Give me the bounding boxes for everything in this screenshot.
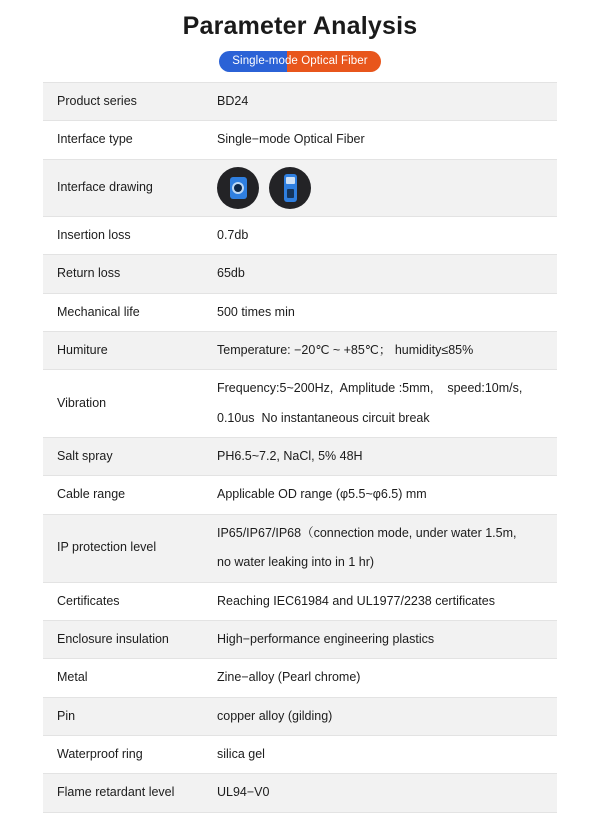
table-row: [43, 736, 557, 774]
row-label: Pin: [43, 697, 203, 735]
row-value: copper alloy (gilding): [203, 697, 557, 735]
badge-row: [0, 51, 600, 72]
row-value: 65db: [203, 255, 557, 293]
row-value: [203, 370, 557, 438]
row-label: Insertion loss: [43, 216, 203, 254]
row-label: Certificates: [43, 582, 203, 620]
fiber-connector-side-icon: [269, 167, 311, 209]
row-label: Waterproof ring: [43, 736, 203, 774]
row-value-line-1: IP65/IP67/IP68（connection mode, under water 1.5m,: [217, 525, 517, 540]
row-value: Applicable OD range (φ5.5~φ6.5) mm: [203, 476, 557, 514]
table-row: [43, 582, 557, 620]
row-label: Flame retardant level: [43, 774, 203, 812]
row-label: Interface type: [43, 121, 203, 159]
row-value: UL94−V0: [203, 774, 557, 812]
table-row: [43, 216, 557, 254]
row-value: silica gel: [203, 736, 557, 774]
row-value: Temperature: −20℃ ~ +85℃； humidity≤85%: [203, 331, 557, 369]
row-value: 500 times min: [203, 293, 557, 331]
table-row: [43, 293, 557, 331]
row-label: Enclosure insulation: [43, 620, 203, 658]
specification-table: [43, 82, 557, 813]
row-value-line-1: Frequency:5~200Hz, Amplitude :5mm, speed:10m/s,: [217, 381, 523, 396]
row-label: Cable range: [43, 476, 203, 514]
row-label: Metal: [43, 659, 203, 697]
table-row: [43, 697, 557, 735]
row-value: High−performance engineering plastics: [203, 620, 557, 658]
row-value-drawing: [203, 159, 557, 216]
row-label: Mechanical life: [43, 293, 203, 331]
fiber-connector-front-icon: [217, 167, 259, 209]
table-row: [43, 255, 557, 293]
row-value: BD24: [203, 83, 557, 121]
row-value: 0.7db: [203, 216, 557, 254]
table-row: [43, 121, 557, 159]
row-value: Reaching IEC61984 and UL1977/2238 certificates: [203, 582, 557, 620]
table-row: [43, 514, 557, 582]
table-row: [43, 438, 557, 476]
connector-icons: [217, 167, 551, 209]
table-row: [43, 83, 557, 121]
status-badge: Single-mode Optical Fiber: [219, 51, 380, 72]
row-value-line-2: 0.10us No instantaneous circuit break: [217, 410, 430, 425]
row-label: IP protection level: [43, 514, 203, 582]
table-row-interface-drawing: [43, 159, 557, 216]
row-label: Return loss: [43, 255, 203, 293]
row-label: Interface drawing: [43, 159, 203, 216]
page-title: Parameter Analysis: [182, 12, 418, 40]
table-row: [43, 774, 557, 812]
row-label: Vibration: [43, 370, 203, 438]
table-row: [43, 331, 557, 369]
table-body: [43, 83, 557, 813]
row-label: Humiture: [43, 331, 203, 369]
table-row: [43, 659, 557, 697]
row-value-line-2: no water leaking into in 1 hr): [217, 555, 375, 570]
table-row: [43, 476, 557, 514]
table-row: [43, 620, 557, 658]
row-value: Single−mode Optical Fiber: [203, 121, 557, 159]
row-label: Product series: [43, 83, 203, 121]
row-label: Salt spray: [43, 438, 203, 476]
table-row: [43, 370, 557, 438]
row-value: Zine−alloy (Pearl chrome): [203, 659, 557, 697]
row-value: PH6.5~7.2, NaCl, 5% 48H: [203, 438, 557, 476]
row-value: [203, 514, 557, 582]
